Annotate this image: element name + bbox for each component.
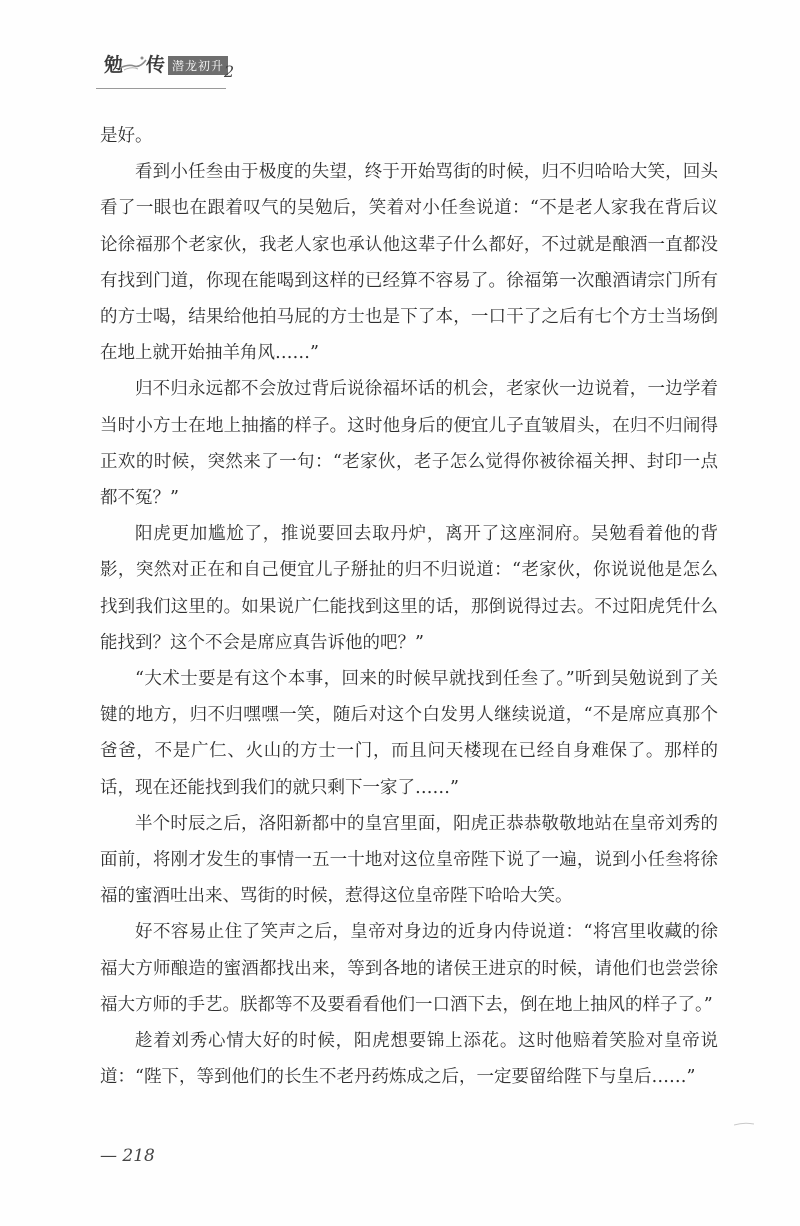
paragraph: “大术士要是有这个本事，回来的时候早就找到任叁了。”听到吴勉说到了关键的地方，归不归嘿嘿一笑，随后对这个白发男人继续说道，“不是席应真那个爸爸，不是广仁、火山的方士一门，而且问天楼现在已经自身难保了。那样的话，现在还能找到我们的就只剩下一家了……” — [100, 669, 718, 798]
paragraph: 是好。 — [100, 126, 153, 146]
header-subtitle: 潜龙初升 — [168, 56, 228, 75]
paragraph: 趁着刘秀心情大好的时候，阳虎想要锦上添花。这时他赔着笑脸对皇帝说道：“陛下，等到他们的长生不老丹药炼成之后，一定要留给陛下与皇后……” — [100, 1031, 718, 1088]
brush-stroke-ornament-icon — [118, 48, 148, 78]
scan-smudge-mark — [734, 1122, 754, 1126]
header-volume-number: 2 — [224, 62, 235, 81]
paragraph: 看到小任叁由于极度的失望，终于开始骂街的时候，归不归哈哈大笑，回头看了一眼也在跟着叹气的吴勉后，笑着对小任叁说道：“不是老人家我在背后议论徐福那个老家伙，我老人家也承认他这辈子什么都好，不过就是酿酒一直都没有找到门道，你现在能喝到这样的已经算不容易了。徐福第一次酿酒请宗门所有的方士喝，结果给他拍马屁的方士也是下了本，一口干了之后有七个方士当场倒在地上就开始抽羊角风……” — [100, 162, 718, 364]
paragraph: 好不容易止住了笑声之后，皇帝对身边的近身内侍说道：“将宫里收藏的徐福大方师酿造的蜜酒都找出来，等到各地的诸侯王进京的时候，请他们也尝尝徐福大方师的手艺。朕都等不及要看看他们一口酒下去，倒在地上抽风的样子了。” — [100, 922, 718, 1015]
header-rule — [96, 88, 226, 89]
paragraph: 半个时辰之后，洛阳新都中的皇宫里面，阳虎正恭恭敬敬地站在皇帝刘秀的面前，将刚才发生的事情一五一十地对这位皇帝陛下说了一遍，说到小任叁将徐福的蜜酒吐出来、骂街的时候，惹得这位皇帝陛下哈哈大笑。 — [100, 813, 718, 907]
page-number: — 218 — [100, 1146, 155, 1166]
header-title-char-2: 传 — [146, 54, 166, 76]
running-header — [96, 48, 396, 88]
paragraph: 归不归永远都不会放过背后说徐福坏话的机会，老家伙一边说着，一边学着当时小方士在地上抽搐的样子。这时他身后的便宜儿子直皱眉头，在归不归闹得正欢的时候，突然来了一句：“老家伙，老子怎么觉得你被徐福关押、封印一点都不冤？” — [100, 379, 718, 509]
paragraph: 阳虎更加尴尬了，推说要回去取丹炉，离开了这座洞府。吴勉看着他的背影，突然对正在和自己便宜儿子掰扯的归不归说道：“老家伙，你说说他是怎么找到我们这里的。如果说广仁能找到这里的话，那倒说得过去。不过阳虎凭什么能找到？这个不会是席应真告诉他的吧？” — [100, 524, 718, 653]
header-title-char-1: 勉 — [104, 54, 124, 76]
body-text — [100, 118, 718, 1095]
